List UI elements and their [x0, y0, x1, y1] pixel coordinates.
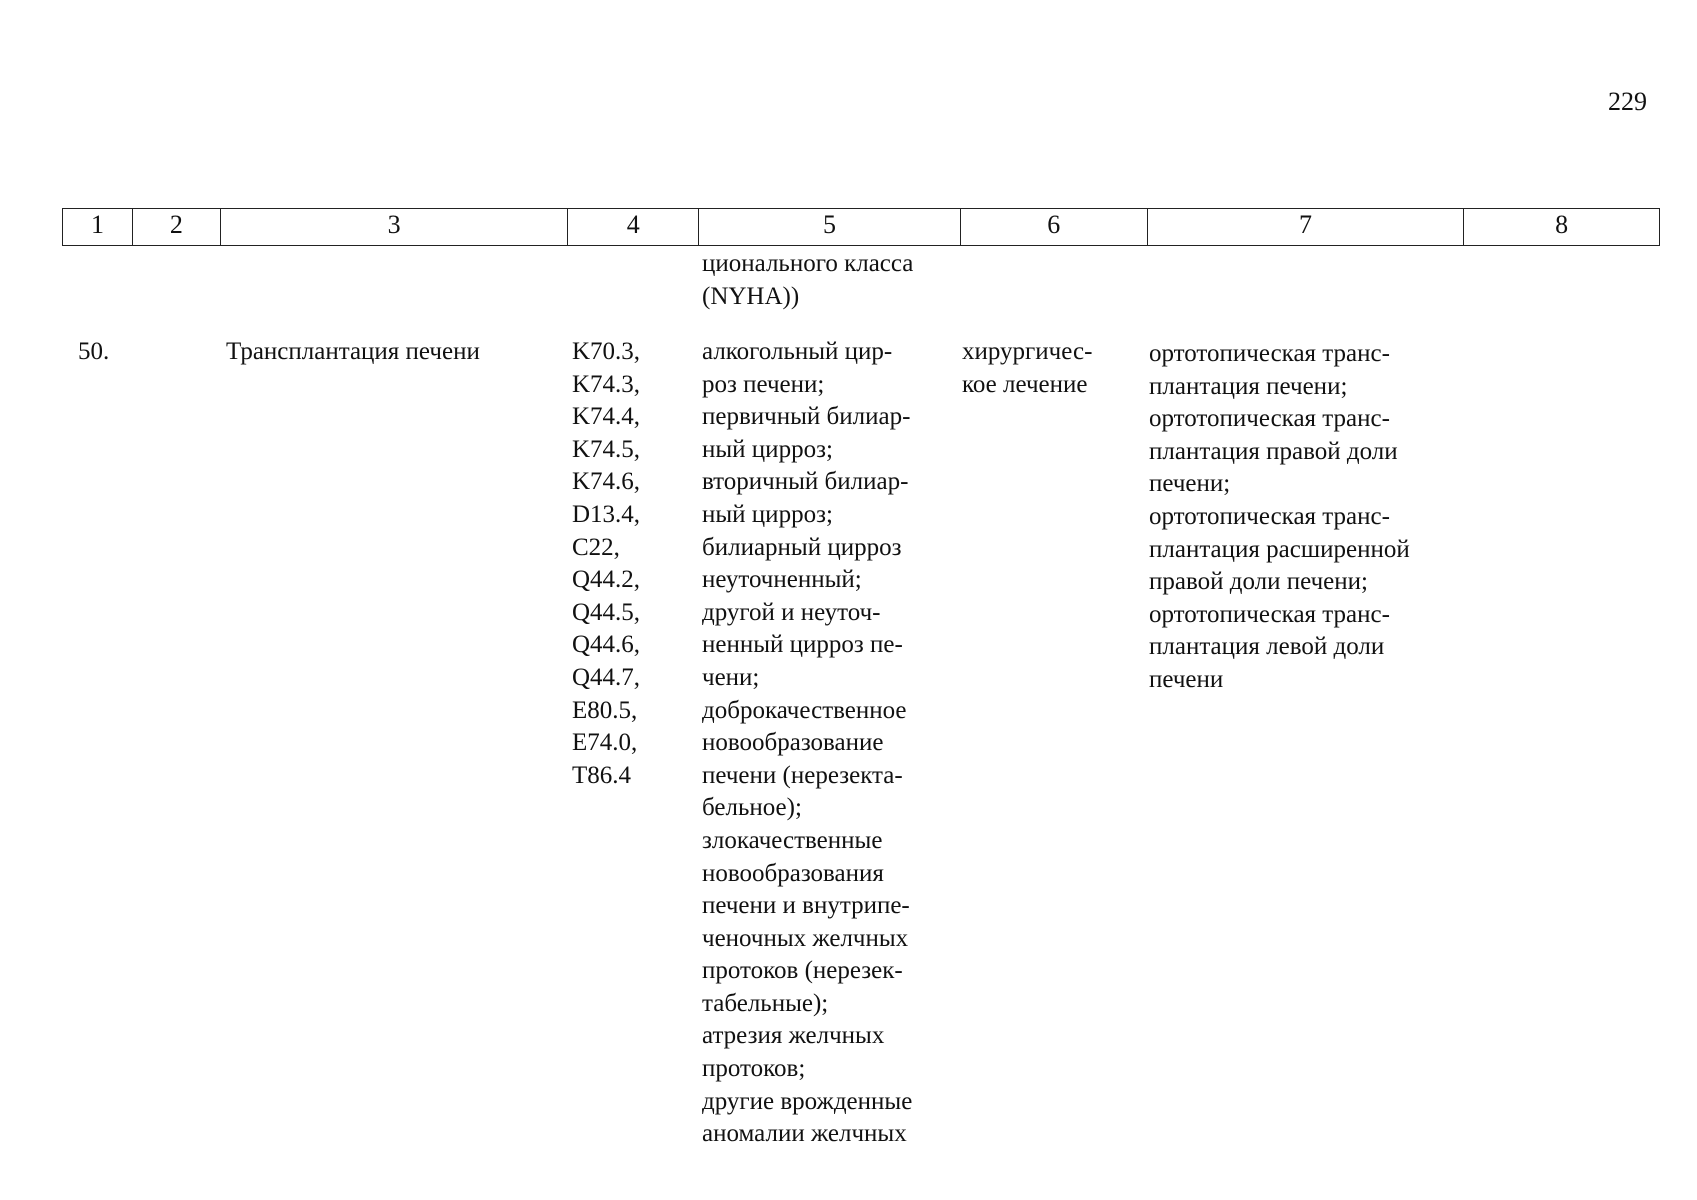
column-header-7: 7 — [1148, 209, 1465, 245]
diagnosis-line: роз печени; — [702, 370, 825, 398]
method-line: правой доли печени; — [1149, 568, 1368, 596]
diagnosis-line: печени и внутрипе- — [702, 892, 910, 920]
diagnosis-line: протоков (нерезек- — [702, 957, 903, 985]
column-header-6: 6 — [961, 209, 1148, 245]
column-header-4: 4 — [568, 209, 699, 245]
method-line: печени; — [1149, 470, 1231, 498]
continuation-col5 — [702, 248, 952, 313]
icd-code: K70.3, — [572, 338, 641, 365]
method-line: печени — [1149, 665, 1224, 693]
treatment-type-line: хирургичес- — [962, 338, 1093, 365]
diagnosis-line: атрезия желчных — [702, 1022, 885, 1050]
diagnosis-line: вторичный билиар- — [702, 468, 909, 496]
icd-codes — [572, 336, 692, 792]
method-line: плантация печени; — [1149, 372, 1348, 400]
diagnosis-line: печени (нерезекта- — [702, 761, 903, 789]
diagnosis-line: доброкачественное — [702, 696, 907, 724]
method-line: плантация правой доли — [1149, 437, 1398, 465]
icd-code: Q44.5, — [572, 598, 641, 626]
method-line: ортотопическая транс- — [1149, 340, 1390, 367]
treatment-type-line: кое лечение — [962, 370, 1088, 398]
diagnosis-line: протоков; — [702, 1055, 806, 1083]
diagnosis-line: новообразование — [702, 729, 884, 757]
icd-code: Q44.6, — [572, 631, 641, 659]
column-header-8: 8 — [1555, 210, 1569, 239]
row-name: Трансплантация печени — [226, 338, 480, 365]
column-header-1: 1 — [63, 209, 133, 245]
diagnosis-line: первичный билиар- — [702, 403, 911, 431]
icd-code: K74.5, — [572, 435, 641, 463]
continuation-line: (NYHA)) — [702, 282, 800, 310]
diagnosis-line: чени; — [702, 663, 760, 691]
row-number: 50. — [78, 338, 110, 365]
icd-code: K74.6, — [572, 468, 641, 496]
diagnosis-line: новообразования — [702, 859, 884, 887]
icd-code: D13.4, — [572, 500, 641, 528]
column-header-2: 2 — [133, 209, 221, 245]
method-line: плантация левой доли — [1149, 633, 1385, 661]
icd-code: E80.5, — [572, 696, 638, 724]
treatment-method — [1149, 338, 1454, 697]
diagnosis-line: ный цирроз; — [702, 500, 833, 528]
icd-code: C22, — [572, 533, 620, 561]
page-number: 229 — [1608, 87, 1647, 116]
diagnosis-text — [702, 336, 952, 1151]
continuation-line: ционального класса — [702, 250, 914, 277]
diagnosis-line: другой и неуточ- — [702, 598, 881, 626]
icd-code: K74.4, — [572, 403, 641, 431]
diagnosis-line: другие врожденные — [702, 1087, 913, 1115]
diagnosis-line: алкогольный цир- — [702, 338, 893, 365]
diagnosis-line: бельное); — [702, 794, 802, 822]
diagnosis-line: билиарный цирроз — [702, 533, 902, 561]
icd-code: Q44.7, — [572, 663, 641, 691]
column-header-3: 3 — [221, 209, 569, 245]
column-header-5: 5 — [699, 209, 961, 245]
icd-code: E74.0, — [572, 729, 638, 757]
method-line: ортотопическая транс- — [1149, 502, 1390, 530]
column-header-row — [62, 208, 1660, 246]
treatment-type — [962, 336, 1142, 401]
method-line: плантация расширенной — [1149, 535, 1410, 563]
icd-code: T86.4 — [572, 761, 632, 789]
diagnosis-line: неуточненный; — [702, 566, 862, 594]
diagnosis-line: ченочных желчных — [702, 924, 909, 952]
method-line: ортотопическая транс- — [1149, 405, 1390, 433]
icd-code: K74.3, — [572, 370, 641, 398]
diagnosis-line: злокачественные — [702, 826, 883, 854]
diagnosis-line: ный цирроз; — [702, 435, 833, 463]
diagnosis-line: табельные); — [702, 989, 829, 1017]
diagnosis-line: аномалии желчных — [702, 1120, 907, 1148]
diagnosis-line: ненный цирроз пе- — [702, 631, 903, 659]
icd-code: Q44.2, — [572, 566, 641, 594]
method-line: ортотопическая транс- — [1149, 600, 1390, 628]
